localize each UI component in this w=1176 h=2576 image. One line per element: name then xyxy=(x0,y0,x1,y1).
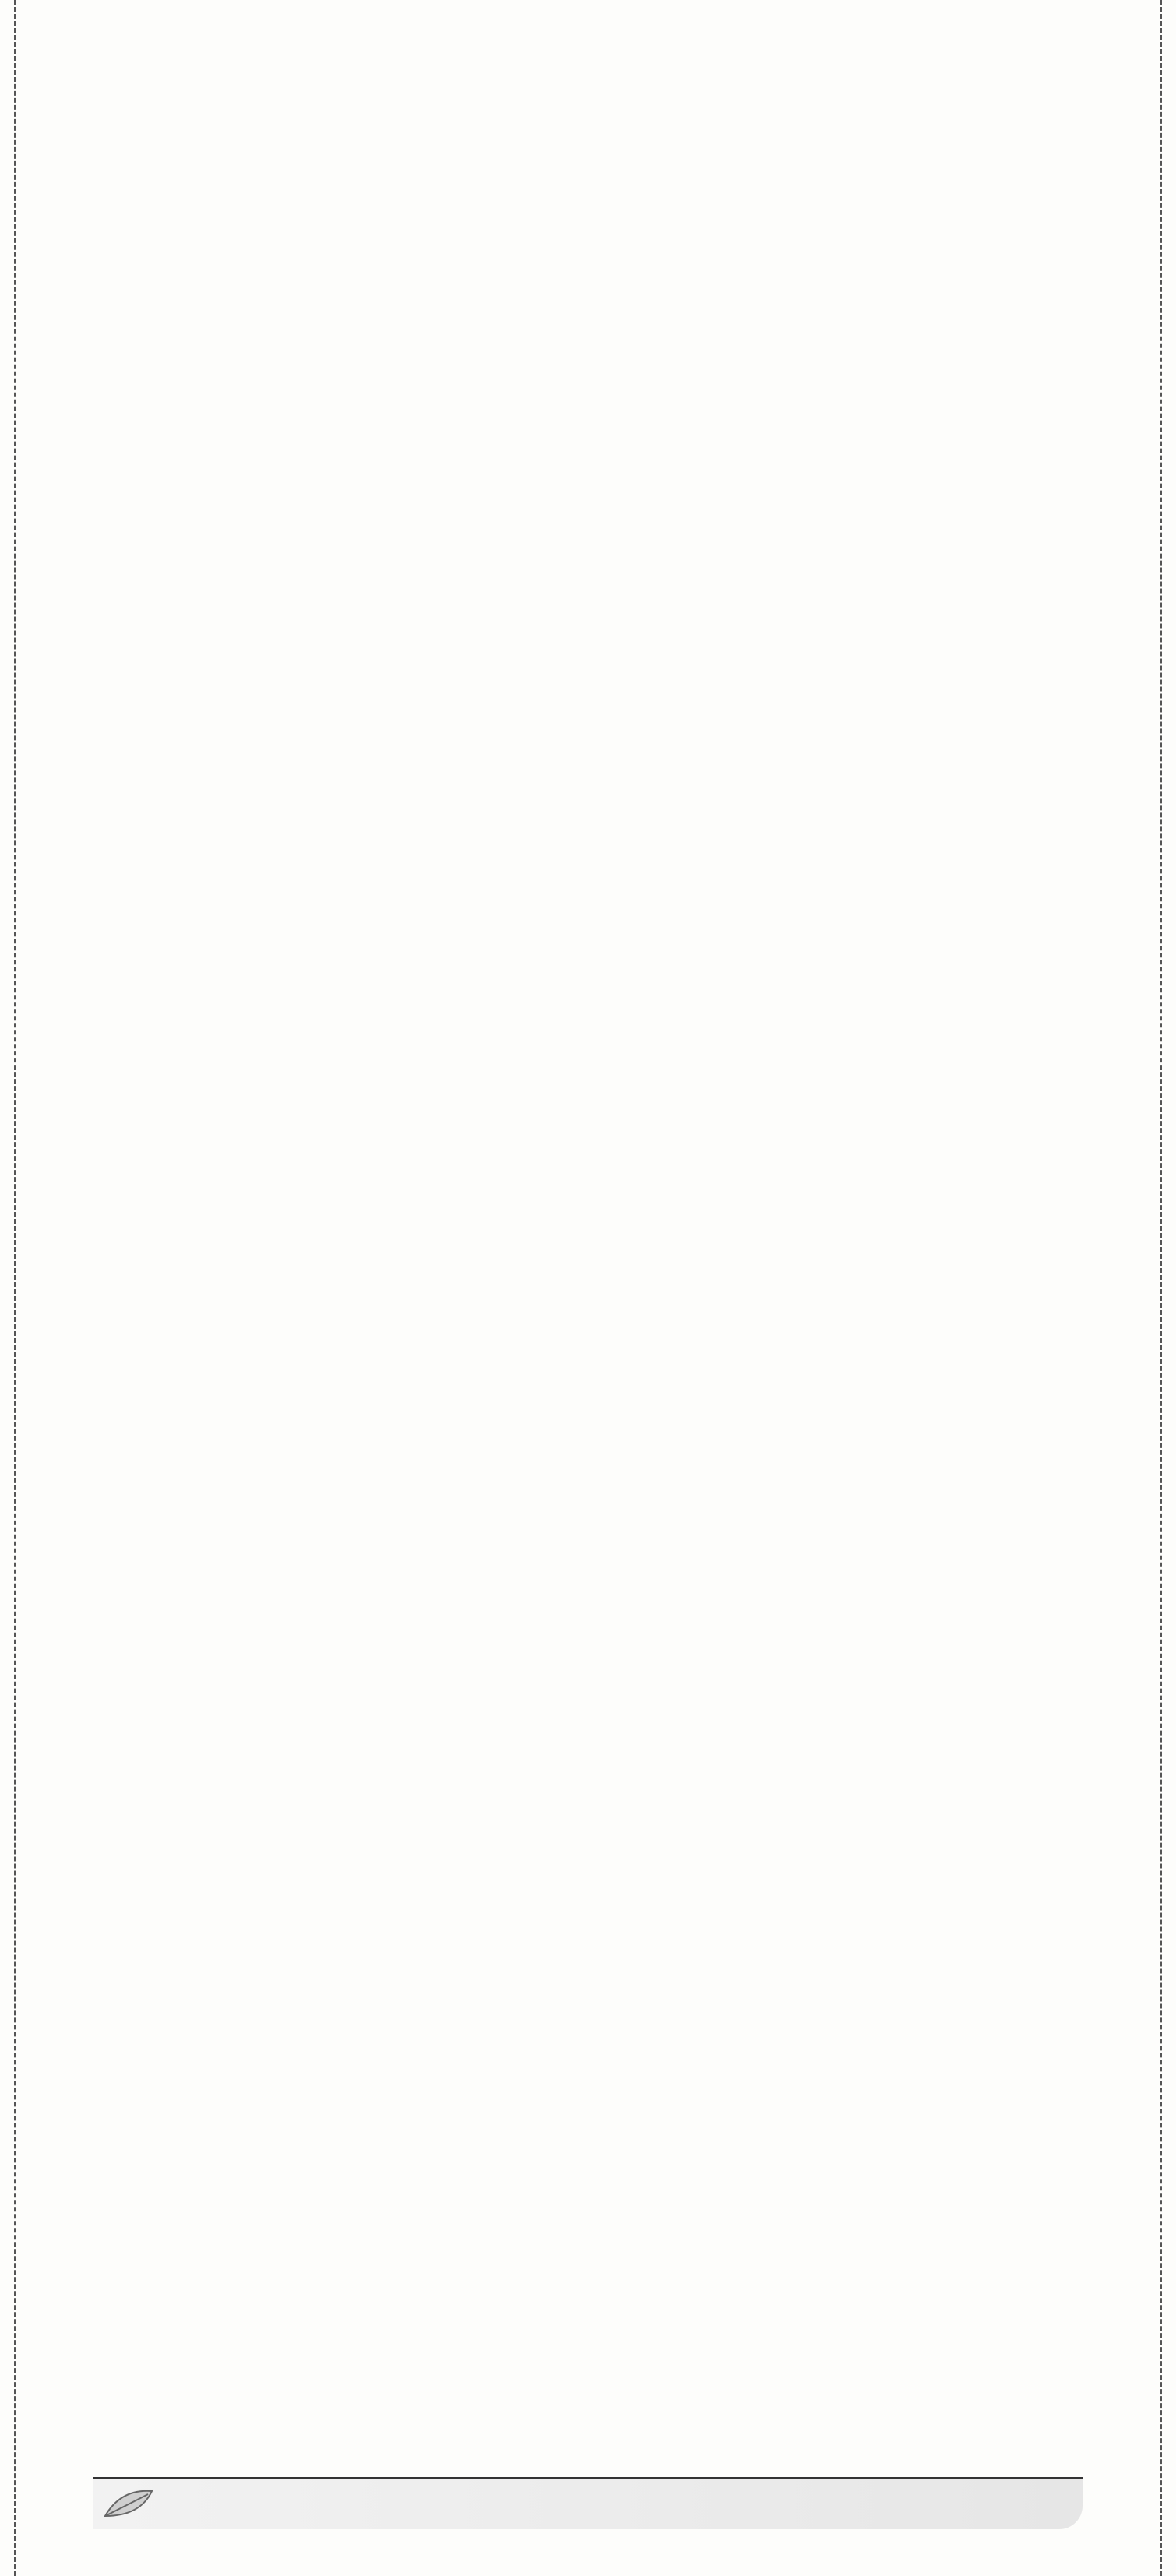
page-footer xyxy=(93,2477,1083,2529)
answer-content xyxy=(62,107,1121,179)
leaf-logo-icon xyxy=(101,2485,156,2524)
section-title xyxy=(62,112,1121,174)
left-binding-edge xyxy=(14,0,16,2576)
right-binding-edge xyxy=(1160,0,1162,2576)
